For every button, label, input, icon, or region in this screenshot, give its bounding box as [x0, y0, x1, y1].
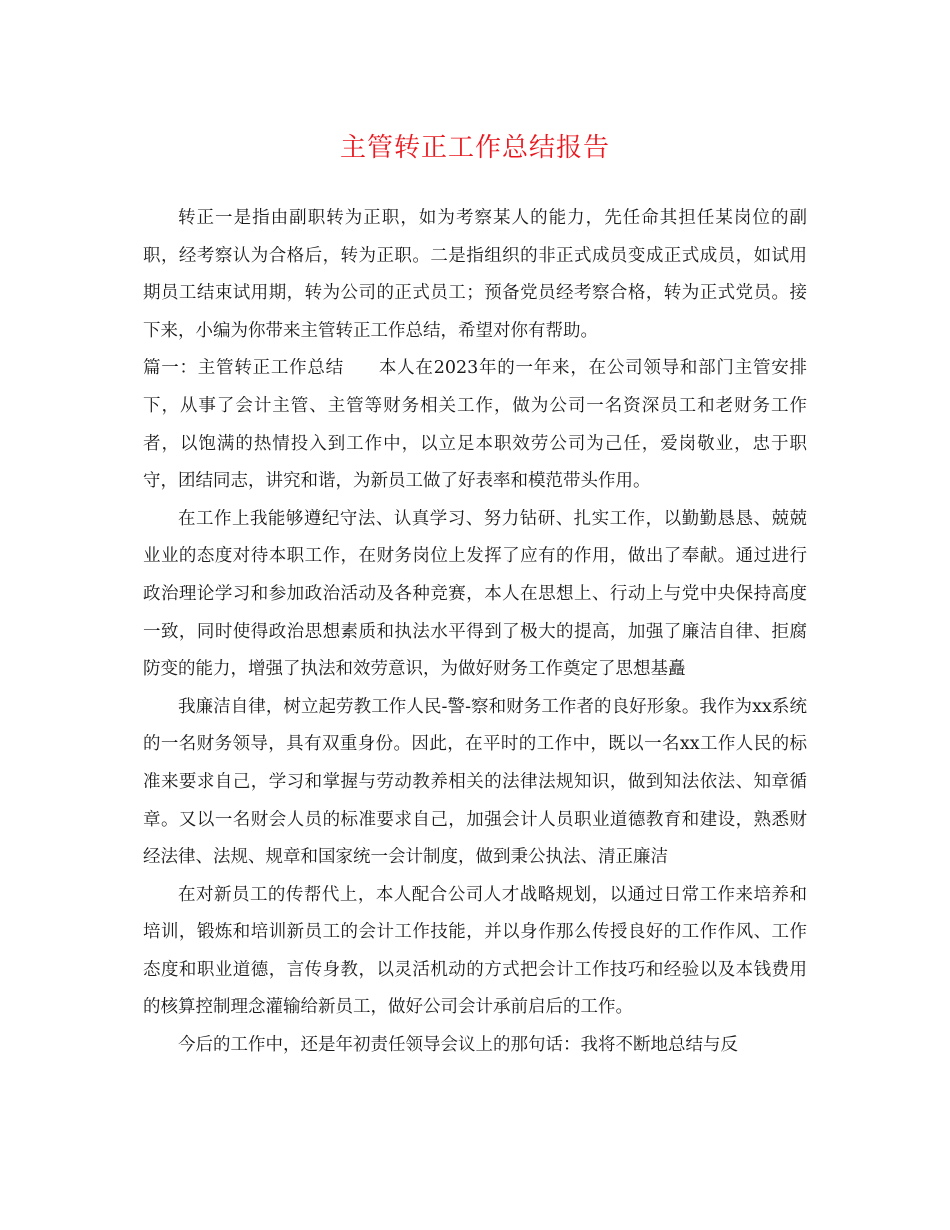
body-paragraph-3: 在对新员工的传帮代上，本人配合公司人才战略规划，以通过日常工作来培养和培训，锻炼和培训新员工的会计工作技能，并以身作那么传授良好的工作作风、工作态度和职业道德，言传身教，以灵活机动的方式把会计工作技巧和经验以及本钱费用的核算控制理念灌输给新员工，做好公司会计承前启后的工作。 [143, 884, 807, 1018]
intro-paragraph: 转正一是指由副职转为正职，如为考察某人的能力，先任命其担任某岗位的副职，经考察认为合格后，转为正职。二是指组织的非正式成员变成正式成员，如试用期员工结束试用期，转为公司的正式员工；预备党员经考察合格，转为正式党员。接下来，小编为你带来主管转正工作总结，希望对你有帮助。 [143, 208, 807, 341]
body-paragraph-1: 在工作上我能够遵纪守法、认真学习、努力钻研、扎实工作，以勤勤恳恳、兢兢业业的态度对待本职工作，在财务岗位上发挥了应有的作用，做出了奉献。通过进行政治理论学习和参加政治活动及各种竞赛，本人在思想上、行动上与党中央保持高度一致，同时使得政治思想素质和执法水平得到了极大的提高，加强了廉洁自律、拒腐防变的能力，增强了执法和效劳意识，为做好财务工作奠定了思想基矗 [143, 508, 807, 680]
document-body [143, 200, 807, 1065]
body-paragraph-2: 我廉洁自律，树立起劳教工作人民-警-察和财务工作者的良好形象。我作为xx系统的一名财务领导，具有双重身份。因此，在平时的工作中，既以一名xx工作人民的标准来要求自己，学习和掌握与劳动教养相关的法律法规知识，做到知法依法、知章循章。又以一名财会人员的标准要求自己，加强会计人员职业道德教育和建设，熟悉财经法律、法规、规章和国家统一会计制度，做到秉公执法、清正廉洁 [143, 696, 807, 868]
body-paragraph-4: 今后的工作中，还是年初责任领导会议上的那句话：我将不断地总结与反 [178, 1035, 738, 1056]
document-title: 主管转正工作总结报告 [339, 133, 610, 163]
chapter-opening-text: 本人在2023年的一年来，在公司领导和部门主管安排下，从事了会计主管、主管等财务相关工作，做为公司一名资深员工和老财务工作者，以饱满的热情投入到工作中，以立足本职效劳公司为己任，爱岗敬业，忠于职守，团结同志，讲究和谐，为新员工做了好表率和模范带头作用。 [143, 358, 807, 492]
chapter-heading: 篇一：主管转正工作总结 [143, 358, 344, 379]
chapter-paragraph [143, 350, 807, 500]
